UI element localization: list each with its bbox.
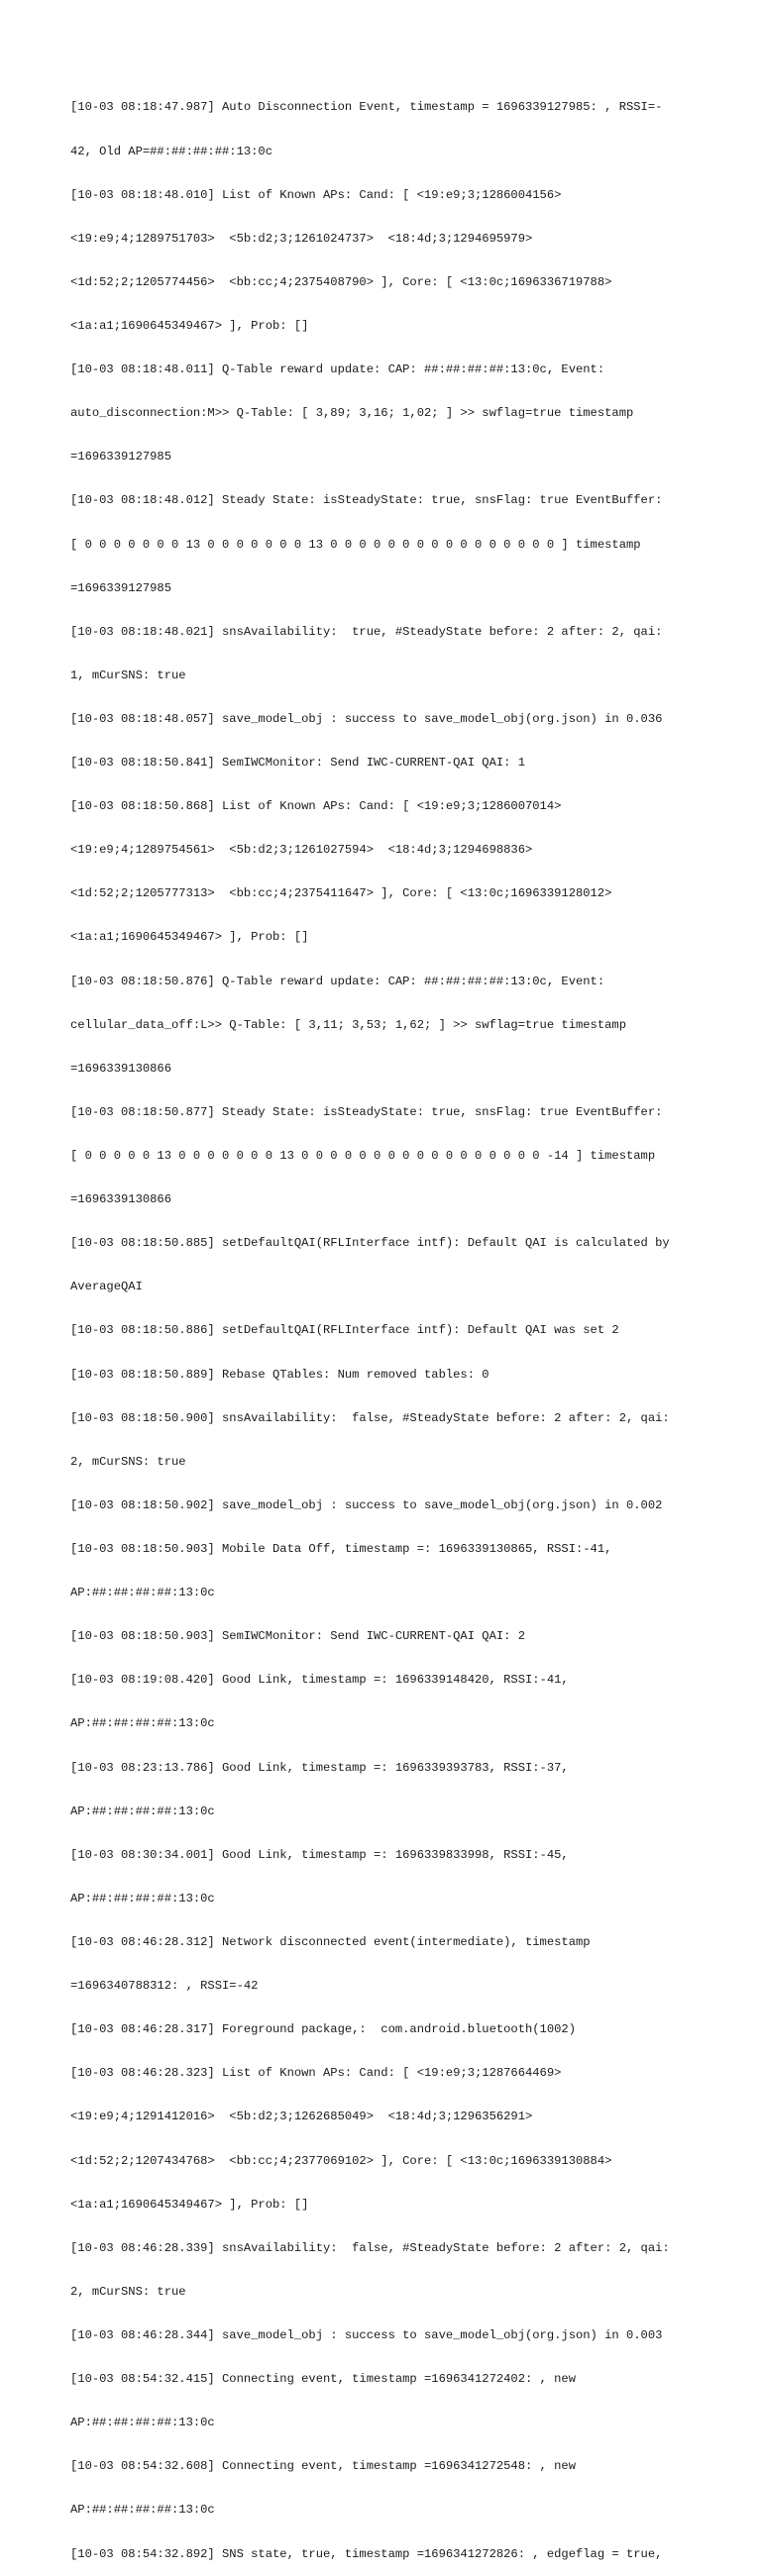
log-line: =1696340788312: , RSSI=-42 bbox=[70, 1979, 259, 1994]
log-line: AP:##:##:##:##:13:0c bbox=[70, 1891, 215, 1906]
log-line: [10-03 08:18:50.900] snsAvailability: false, #SteadyState before: 2 after: 2, qai: bbox=[70, 1410, 670, 1425]
log-line: [10-03 08:18:50.903] SemIWCMonitor: Send IWC-CURRENT-QAI QAI: 2 bbox=[70, 1629, 525, 1644]
log-line: [10-03 08:54:32.892] SNS state, true, timestamp =1696341272826: , edgeflag = true, bbox=[70, 2546, 663, 2561]
log-line: [10-03 08:46:28.323] List of Known APs: Cand: [ <19:e9;3;1287664469> bbox=[70, 2066, 562, 2081]
log-line: <1a:a1;1690645349467> ], Prob: [] bbox=[70, 930, 309, 945]
log-line: [10-03 08:18:50.885] setDefaultQAI(RFLInterface intf): Default QAI is calculated by bbox=[70, 1236, 670, 1251]
log-line: <1a:a1;1690645349467> ], Prob: [] bbox=[70, 318, 309, 333]
log-line: <19:e9;4;1289751703> <5b:d2;3;1261024737> <18:4d;3;1294695979> bbox=[70, 231, 533, 246]
log-line: AP:##:##:##:##:13:0c bbox=[70, 2503, 215, 2518]
log-line: <1d:52;2;1205774456> <bb:cc;4;2375408790> ], Core: [ <13:0c;1696336719788> bbox=[70, 274, 612, 289]
log-line: AverageQAI bbox=[70, 1280, 143, 1294]
log-line: AP:##:##:##:##:13:0c bbox=[70, 1803, 215, 1818]
log-line: <19:e9;4;1291412016> <5b:d2;3;1262685049> <18:4d;3;1296356291> bbox=[70, 2110, 533, 2124]
log-line: [10-03 08:19:08.420] Good Link, timestamp =: 1696339148420, RSSI:-41, bbox=[70, 1673, 569, 1688]
log-line: [10-03 08:46:28.344] save_model_obj : success to save_model_obj(org.json) in 0.003 bbox=[70, 2327, 663, 2342]
log-line: [10-03 08:18:50.876] Q-Table reward update: CAP: ##:##:##:##:13:0c, Event: bbox=[70, 974, 605, 988]
log-line: [10-03 08:18:50.868] List of Known APs: Cand: [ <19:e9;3;1286007014> bbox=[70, 799, 562, 814]
log-line: AP:##:##:##:##:13:0c bbox=[70, 2416, 215, 2430]
log-line: [10-03 08:18:50.877] Steady State: isSteadyState: true, snsFlag: true EventBuffer: bbox=[70, 1104, 663, 1119]
log-line: [10-03 08:30:34.001] Good Link, timestamp =: 1696339833998, RSSI:-45, bbox=[70, 1847, 569, 1862]
log-line: <19:e9;4;1289754561> <5b:d2;3;1261027594> <18:4d;3;1294698836> bbox=[70, 843, 533, 858]
log-line: AP:##:##:##:##:13:0c bbox=[70, 1586, 215, 1600]
log-line: [10-03 08:54:32.415] Connecting event, timestamp =1696341272402: , new bbox=[70, 2372, 576, 2387]
log-line: [10-03 08:18:50.889] Rebase QTables: Num removed tables: 0 bbox=[70, 1367, 489, 1382]
log-line: [10-03 08:18:48.012] Steady State: isSteadyState: true, snsFlag: true EventBuffer: bbox=[70, 493, 663, 508]
log-line: cellular_data_off:L>> Q-Table: [ 3,11; 3,53; 1,62; ] >> swflag=true timestamp bbox=[70, 1017, 626, 1032]
log-line: [10-03 08:46:28.312] Network disconnected event(intermediate), timestamp bbox=[70, 1935, 591, 1949]
log-line: [ 0 0 0 0 0 13 0 0 0 0 0 0 0 13 0 0 0 0 0 0 0 0 0 0 0 0 0 0 0 0 0 -14 ] timestamp bbox=[70, 1149, 656, 1164]
log-line: [ 0 0 0 0 0 0 0 13 0 0 0 0 0 0 0 13 0 0 0 0 0 0 0 0 0 0 0 0 0 0 0 0 ] timestamp bbox=[70, 537, 641, 552]
log-line: 1, mCurSNS: true bbox=[70, 668, 186, 682]
log-line: [10-03 08:18:48.011] Q-Table reward update: CAP: ##:##:##:##:13:0c, Event: bbox=[70, 362, 605, 377]
log-line: [10-03 08:18:48.057] save_model_obj : success to save_model_obj(org.json) in 0.036 bbox=[70, 711, 663, 726]
log-line: =1696339127985 bbox=[70, 450, 171, 464]
log-line: AP:##:##:##:##:13:0c bbox=[70, 1716, 215, 1731]
log-line: 42, Old AP=##:##:##:##:13:0c bbox=[70, 144, 272, 158]
log-line: =1696339127985 bbox=[70, 580, 171, 595]
log-line: <1d:52;2;1205777313> <bb:cc;4;2375411647> ], Core: [ <13:0c;1696339128012> bbox=[70, 886, 612, 901]
log-line: [10-03 08:18:50.903] Mobile Data Off, timestamp =: 1696339130865, RSSI:-41, bbox=[70, 1542, 612, 1557]
log-line: auto_disconnection:M>> Q-Table: [ 3,89; 3,16; 1,02; ] >> swflag=true timestamp bbox=[70, 406, 634, 421]
log-line: 2, mCurSNS: true bbox=[70, 1454, 186, 1469]
log-line: [10-03 08:18:48.021] snsAvailability: true, #SteadyState before: 2 after: 2, qai: bbox=[70, 624, 663, 639]
log-line: =1696339130866 bbox=[70, 1192, 171, 1207]
log-document bbox=[70, 71, 693, 2576]
log-line: [10-03 08:46:28.317] Foreground package,: com.android.bluetooth(1002) bbox=[70, 2022, 576, 2037]
log-line: [10-03 08:18:48.010] List of Known APs: Cand: [ <19:e9;3;1286004156> bbox=[70, 187, 562, 202]
log-line: [10-03 08:18:47.987] Auto Disconnection Event, timestamp = 1696339127985: , RSSI=- bbox=[70, 100, 663, 115]
log-line: [10-03 08:18:50.902] save_model_obj : success to save_model_obj(org.json) in 0.002 bbox=[70, 1497, 663, 1512]
log-line: [10-03 08:54:32.608] Connecting event, timestamp =1696341272548: , new bbox=[70, 2459, 576, 2474]
log-line: [10-03 08:23:13.786] Good Link, timestamp =: 1696339393783, RSSI:-37, bbox=[70, 1760, 569, 1775]
log-line: [10-03 08:18:50.841] SemIWCMonitor: Send IWC-CURRENT-QAI QAI: 1 bbox=[70, 756, 525, 771]
log-line: [10-03 08:46:28.339] snsAvailability: false, #SteadyState before: 2 after: 2, qai: bbox=[70, 2240, 670, 2255]
log-line: <1d:52;2;1207434768> <bb:cc;4;2377069102> ], Core: [ <13:0c;1696339130884> bbox=[70, 2153, 612, 2168]
log-line: 2, mCurSNS: true bbox=[70, 2284, 186, 2299]
log-line: <1a:a1;1690645349467> ], Prob: [] bbox=[70, 2197, 309, 2212]
log-line: [10-03 08:18:50.886] setDefaultQAI(RFLInterface intf): Default QAI was set 2 bbox=[70, 1323, 619, 1338]
log-line: =1696339130866 bbox=[70, 1061, 171, 1076]
